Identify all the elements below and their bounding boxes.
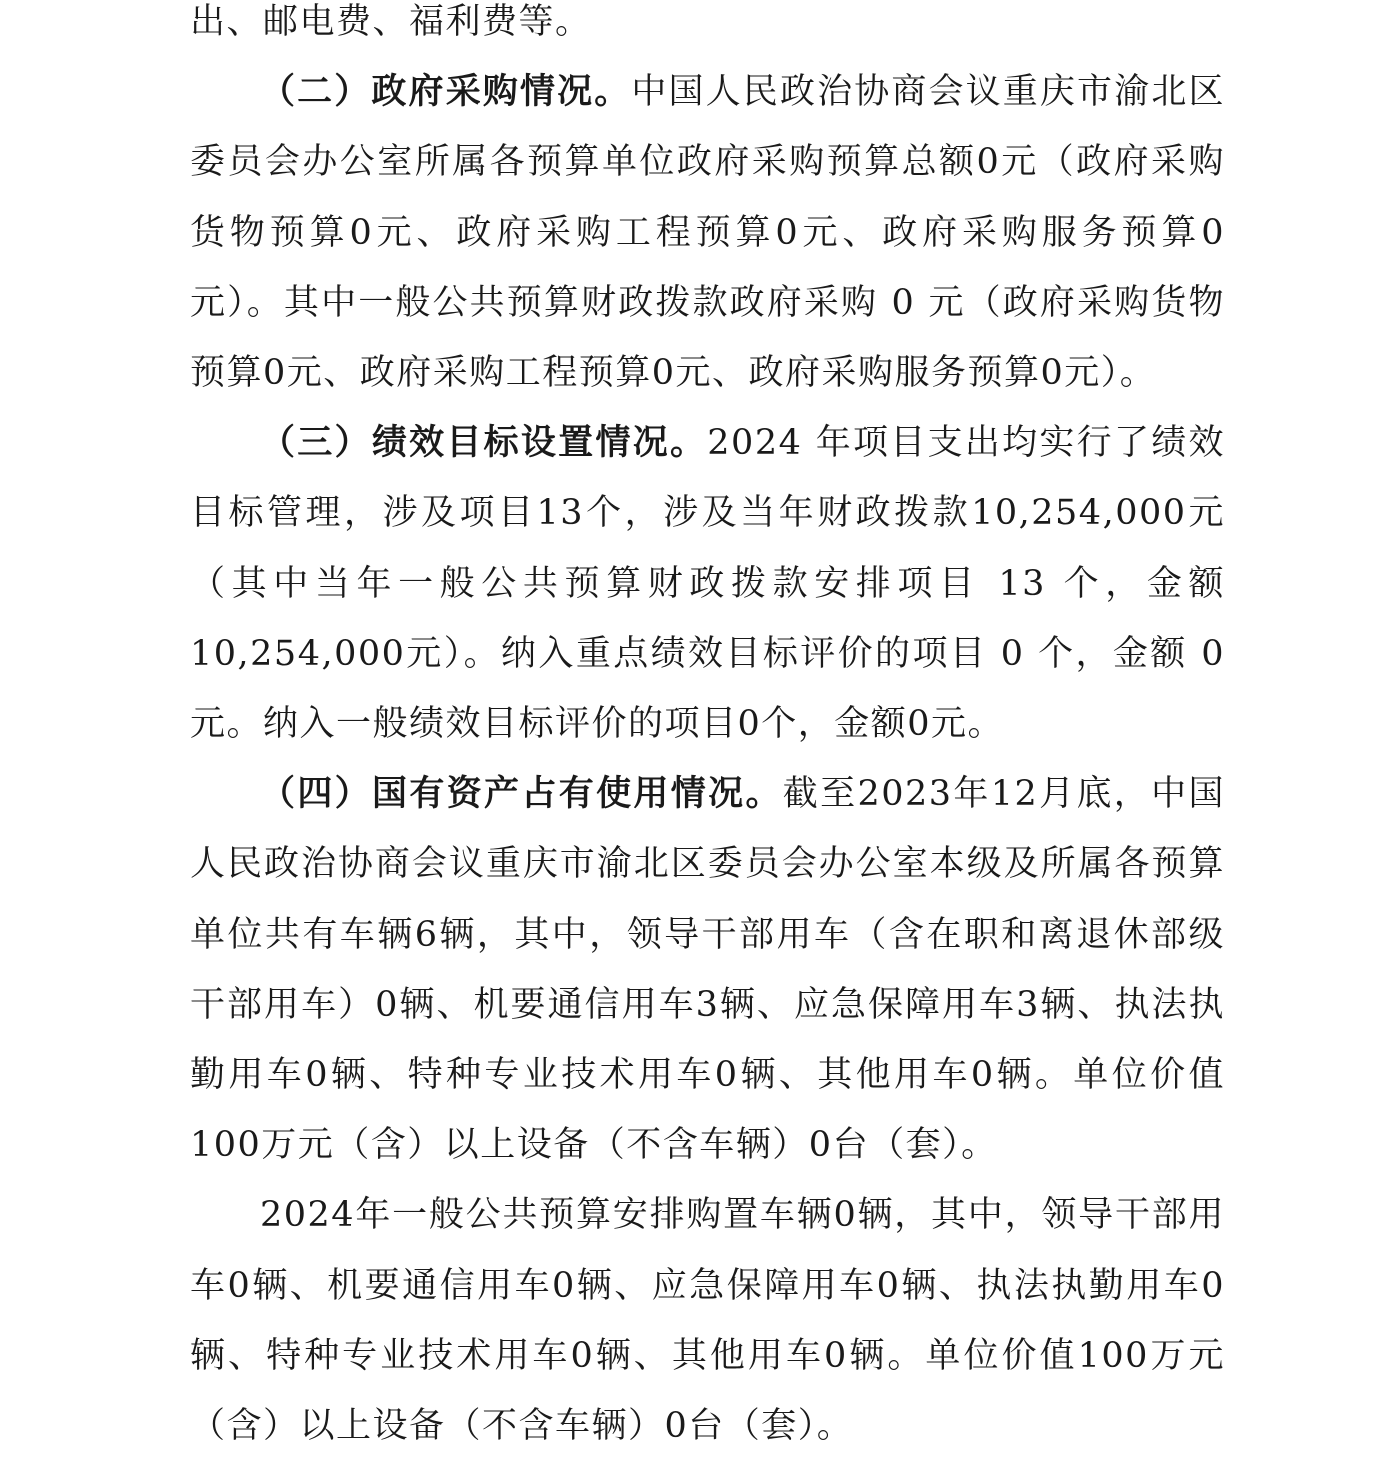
paragraph-text: 2024 年项目支出均实行了绩效目标管理，涉及项目13个，涉及当年财政拨款10,254,000元（其中当年一般公共预算财政拨款安排项目 13 个，金额 10,254,000元）。纳入重点绩效目标评价的项目 0 个，金额 0 元。纳入一般绩效目标评价的项目0个，金额0元。 xyxy=(190,423,1225,745)
paragraph-vehicle-purchase xyxy=(190,1180,1225,1461)
section-heading-assets: （四）国有资产占有使用情况。 xyxy=(260,774,783,815)
document-page xyxy=(190,0,1225,1461)
paragraph-government-procurement xyxy=(190,57,1225,408)
paragraph-continuation xyxy=(190,0,1225,57)
section-heading-performance: （三）绩效目标设置情况。 xyxy=(260,423,708,464)
paragraph-text: 2024年一般公共预算安排购置车辆0辆，其中，领导干部用车0辆、机要通信用车0辆、应急保障用车0辆、执法执勤用车0辆、特种专业技术用车0辆、其他用车0辆。单位价值100万元（含）以上设备（不含车辆）0台（套）。 xyxy=(190,1195,1225,1447)
paragraph-text: 中国人民政治协商会议重庆市渝北区委员会办公室所属各预算单位政府采购预算总额0元（政府采购货物预算0元、政府采购工程预算0元、政府采购服务预算0元）。其中一般公共预算财政拨款政府采购 0 元（政府采购货物预算0元、政府采购工程预算0元、政府采购服务预算0元）。 xyxy=(190,72,1225,394)
paragraph-text: 截至2023年12月底，中国人民政治协商会议重庆市渝北区委员会办公室本级及所属各预算单位共有车辆6辆，其中，领导干部用车（含在职和离退休部级干部用车）0辆、机要通信用车3辆、应急保障用车3辆、执法执勤用车0辆、特种专业技术用车0辆、其他用车0辆。单位价值100万元（含）以上设备（不含车辆）0台（套）。 xyxy=(190,774,1225,1166)
section-heading-procurement: （二）政府采购情况。 xyxy=(260,72,632,113)
paragraph-state-assets xyxy=(190,759,1225,1180)
paragraph-text: 出、邮电费、福利费等。 xyxy=(190,2,592,42)
paragraph-performance-targets xyxy=(190,408,1225,759)
